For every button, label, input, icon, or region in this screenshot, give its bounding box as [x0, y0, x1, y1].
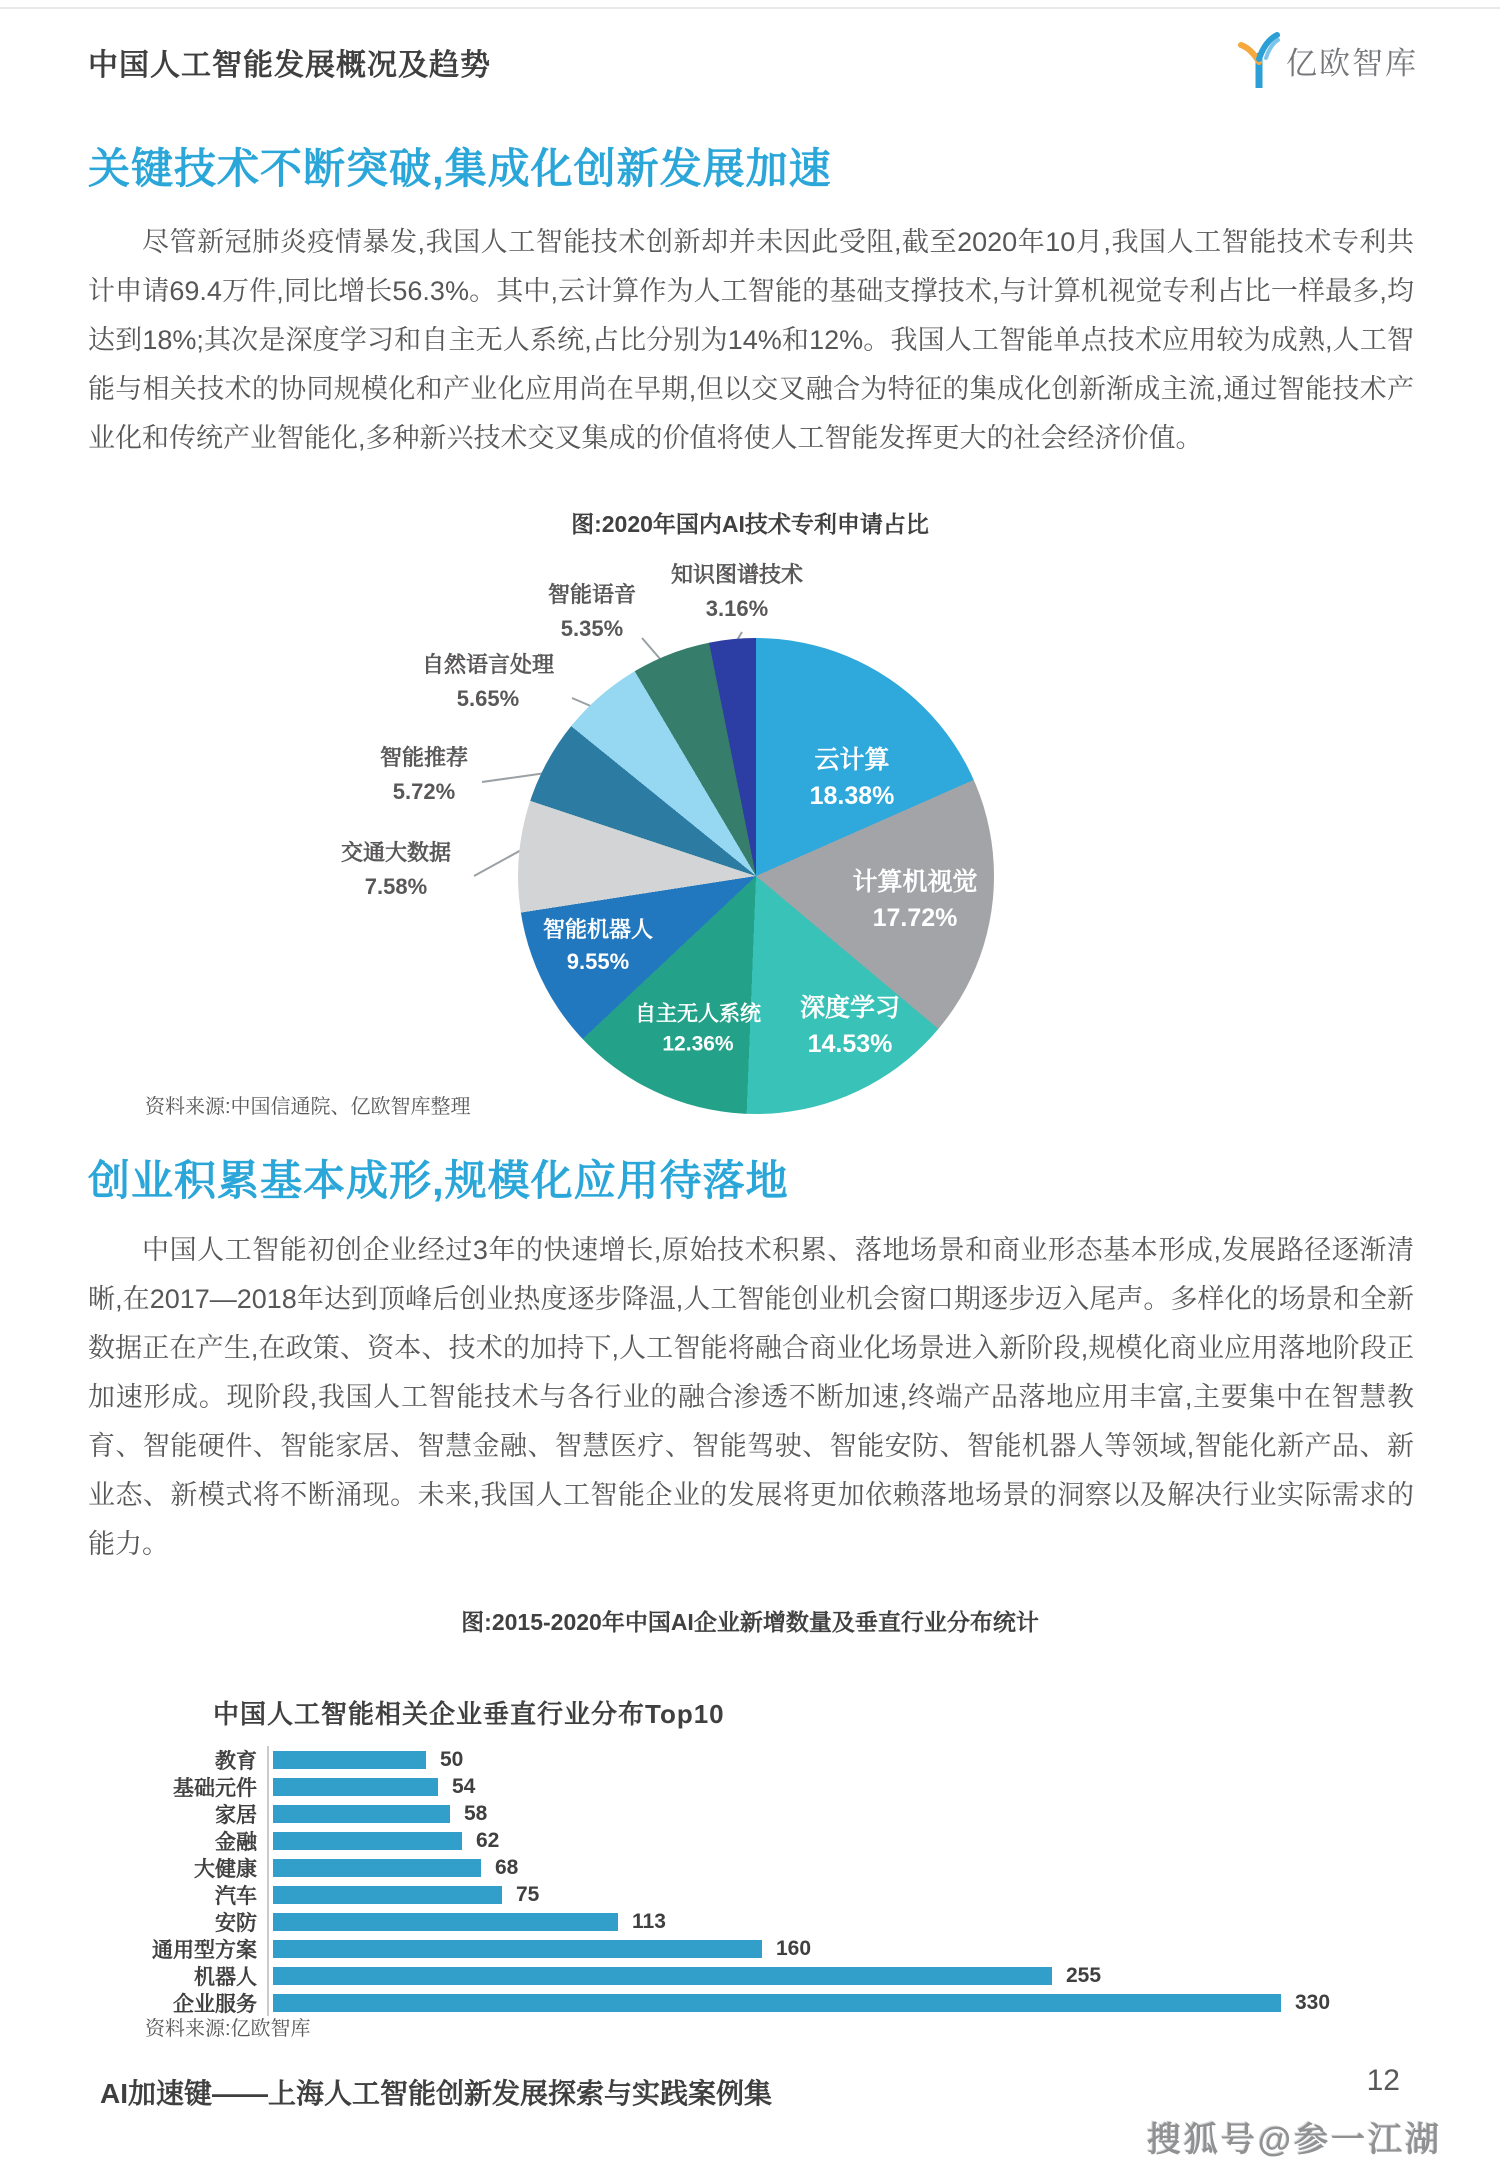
bar-value-label: 58 — [464, 1801, 488, 1825]
bar-category-label: 机器人 — [194, 1965, 257, 1989]
bar-fill — [273, 1805, 450, 1823]
pie-chart-caption: 图:2020年国内AI技术专利申请占比 — [571, 511, 929, 537]
bar-category-label: 通用型方案 — [152, 1938, 257, 1962]
bar-row — [0, 1935, 1500, 1962]
bar-chart-caption: 图:2015-2020年中国AI企业新增数量及垂直行业分布统计 — [461, 1609, 1039, 1635]
pie-inside-label: 自主无人系统 12.36% — [635, 1002, 761, 1056]
section2-heading: 创业积累基本成形,规模化应用待落地 — [88, 1157, 789, 1204]
bar-track — [267, 1935, 811, 1962]
pie-inside-label: 深度学习 14.53% — [799, 993, 901, 1058]
bar-category-label: 教育 — [215, 1749, 257, 1773]
bar-track — [267, 1773, 475, 1800]
bar-fill — [273, 1913, 618, 1931]
section1-heading: 关键技术不断突破,集成化创新发展加速 — [88, 145, 832, 192]
pie-outside-label: 智能推荐 5.72% — [379, 744, 469, 804]
yiou-logo — [1238, 32, 1418, 88]
top-divider — [0, 7, 1500, 9]
bar-value-label: 330 — [1295, 1990, 1331, 2014]
pie-outside-label: 知识图谱技术 3.16% — [670, 561, 804, 621]
bar-category-label: 家居 — [215, 1803, 257, 1827]
bar-rows — [0, 1746, 1500, 2016]
section1-paragraph: 尽管新冠肺炎疫情暴发,我国人工智能技术创新却并未因此受阻,截至2020年10月,我国人工智能技术专利共计申请69.4万件,同比增长56.3%。其中,云计算作为人工智能的基础支撑技术,与计算机视觉专利占比一样最多,均达到18%;其次是深度学习和自主无人系统,占比分别为14%和12%。我国人工智能单点技术应用较为成熟,人工智能与相关技术的协同规模化和产业化应用尚在早期,但以交叉融合为特征的集成化创新渐成主流,通过智能技术产业化和传统产业智能化,多种新兴技术交叉集成的价值将使人工智能发挥更大的社会经济价值。 — [88, 227, 1414, 453]
bar-track — [267, 1989, 1330, 2016]
document-header-title: 中国人工智能发展概况及趋势 — [88, 49, 491, 82]
bar-category-label: 大健康 — [194, 1857, 257, 1881]
bar-category-label: 安防 — [215, 1911, 257, 1935]
bar-category-label: 企业服务 — [173, 1992, 257, 2016]
bar-chart-title: 中国人工智能相关企业垂直行业分布Top10 — [213, 1699, 725, 1729]
pie-outside-label: 智能语音 5.35% — [547, 581, 637, 641]
bar-fill — [273, 1778, 438, 1796]
bar-track — [267, 1800, 487, 1827]
bar-source: 资料来源:亿欧智库 — [145, 2018, 311, 2040]
bar-chart — [0, 1688, 1500, 2016]
bar-value-label: 68 — [495, 1855, 519, 1879]
bar-track — [267, 1881, 539, 1908]
bar-fill — [273, 1994, 1281, 2012]
bar-category-label: 金融 — [215, 1830, 257, 1854]
bar-track — [267, 1746, 463, 1773]
yiou-logo-icon — [1238, 32, 1280, 88]
yiou-logo-text: 亿欧智库 — [1286, 45, 1418, 81]
bar-value-label: 50 — [440, 1747, 464, 1771]
pie-outside-label: 交通大数据 7.58% — [340, 839, 452, 899]
footer-book-title: AI加速键——上海人工智能创新发展探索与实践案例集 — [100, 2078, 773, 2109]
watermark: 搜狐号@参一江湖 — [1146, 2121, 1442, 2159]
bar-track — [267, 1854, 518, 1881]
bar-value-label: 54 — [452, 1774, 476, 1798]
bar-row — [0, 1800, 1500, 1827]
pie-inside-label: 云计算 18.38% — [809, 745, 895, 810]
bar-fill — [273, 1751, 426, 1769]
bar-fill — [273, 1859, 481, 1877]
pie-chart — [0, 560, 1500, 1120]
bar-value-label: 62 — [476, 1828, 500, 1852]
bar-row — [0, 1827, 1500, 1854]
pie-graphic — [518, 638, 994, 1114]
bar-row — [0, 1854, 1500, 1881]
bar-value-label: 75 — [516, 1882, 540, 1906]
bar-fill — [273, 1940, 762, 1958]
bar-category-label: 基础元件 — [173, 1776, 257, 1800]
bar-fill — [273, 1886, 502, 1904]
bar-row — [0, 1908, 1500, 1935]
bar-value-label: 255 — [1066, 1963, 1102, 1987]
bar-value-label: 160 — [776, 1936, 812, 1960]
bar-row — [0, 1962, 1500, 1989]
bar-track — [267, 1827, 499, 1854]
pie-source: 资料来源:中国信通院、亿欧智库整理 — [145, 1096, 471, 1118]
section2-paragraph: 中国人工智能初创企业经过3年的快速增长,原始技术积累、落地场景和商业形态基本形成,发展路径逐渐清晰,在2017—2018年达到顶峰后创业热度逐步降温,人工智能创业机会窗口期逐步迈入尾声。多样化的场景和全新数据正在产生,在政策、资本、技术的加持下,人工智能将融合商业化场景进入新阶段,规模化商业应用落地阶段正加速形成。现阶段,我国人工智能技术与各行业的融合渗透不断加速,终端产品落地应用丰富,主要集中在智慧教育、智能硬件、智能家居、智慧金融、智慧医疗、智能驾驶、智能安防、智能机器人等领域,智能化新产品、新业态、新模式将不断涌现。未来,我国人工智能企业的发展将更加依赖落地场景的洞察以及解决行业实际需求的能力。 — [88, 1235, 1414, 1559]
bar-track — [267, 1908, 666, 1935]
bar-fill — [273, 1967, 1052, 1985]
pie-inside-label: 智能机器人 9.55% — [542, 917, 654, 974]
bar-row — [0, 1746, 1500, 1773]
bar-track — [267, 1962, 1101, 1989]
pie-outside-label: 自然语言处理 5.65% — [421, 651, 555, 711]
bar-fill — [273, 1832, 462, 1850]
pie-inside-label: 计算机视觉 17.72% — [852, 867, 978, 932]
page-number: 12 — [1366, 2064, 1400, 2097]
bar-row — [0, 1773, 1500, 1800]
bar-category-label: 汽车 — [215, 1884, 257, 1908]
bar-row — [0, 1881, 1500, 1908]
bar-value-label: 113 — [632, 1909, 666, 1933]
